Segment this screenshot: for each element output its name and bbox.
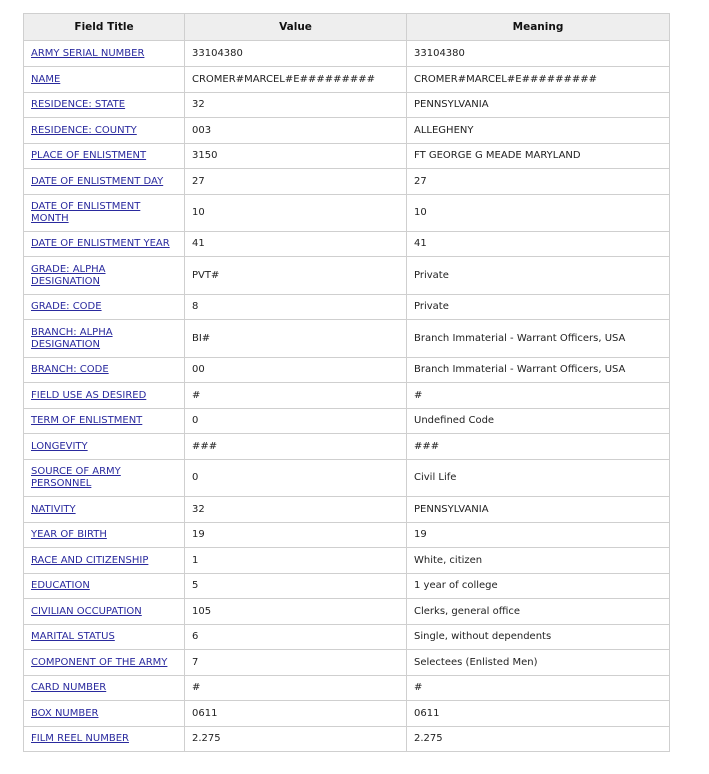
- table-row: [24, 625, 670, 650]
- field-title-cell: [24, 232, 185, 257]
- value-cell: 105: [185, 599, 407, 625]
- meaning-cell: Undefined Code: [407, 409, 670, 434]
- meaning-cell: PENNSYLVANIA: [407, 93, 670, 118]
- meaning-cell: White, citizen: [407, 548, 670, 574]
- field-title-cell: [24, 497, 185, 523]
- table-row: [24, 434, 670, 460]
- header-value: Value: [185, 14, 407, 41]
- field-title-cell: [24, 358, 185, 383]
- field-title-cell: [24, 195, 185, 232]
- table-row: [24, 523, 670, 548]
- value-cell: 7: [185, 650, 407, 676]
- table-row: [24, 320, 670, 358]
- table-row: [24, 460, 670, 497]
- value-cell: 32: [185, 93, 407, 118]
- table-row: [24, 257, 670, 295]
- field-title-cell: [24, 67, 185, 93]
- field-title-cell: [24, 41, 185, 67]
- meaning-cell: #: [407, 676, 670, 701]
- table-row: [24, 548, 670, 574]
- header-field-title: Field Title: [24, 14, 185, 41]
- field-title-cell: [24, 169, 185, 195]
- meaning-cell: Single, without dependents: [407, 625, 670, 650]
- field-title-link[interactable]: TERM OF ENLISTMENT: [31, 415, 143, 426]
- field-title-link[interactable]: ARMY SERIAL NUMBER: [31, 47, 145, 59]
- meaning-cell: 27: [407, 169, 670, 195]
- meaning-cell: CROMER#MARCEL#E#########: [407, 67, 670, 93]
- value-cell: 33104380: [185, 41, 407, 67]
- value-cell: ###: [185, 434, 407, 460]
- table-row: [24, 67, 670, 93]
- field-title-cell: [24, 523, 185, 548]
- table-row: [24, 574, 670, 599]
- field-title-link[interactable]: MARITAL STATUS: [31, 631, 115, 642]
- field-title-cell: [24, 650, 185, 676]
- field-title-cell: [24, 144, 185, 169]
- field-title-link[interactable]: NATIVITY: [31, 503, 76, 515]
- value-cell: 41: [185, 232, 407, 257]
- field-title-link[interactable]: RESIDENCE: STATE: [31, 99, 126, 110]
- table-row: [24, 383, 670, 409]
- field-title-link[interactable]: GRADE: CODE: [31, 301, 102, 312]
- table-row: [24, 169, 670, 195]
- meaning-cell: PENNSYLVANIA: [407, 497, 670, 523]
- field-title-link[interactable]: LONGEVITY: [31, 440, 88, 452]
- field-title-link[interactable]: NAME: [31, 73, 61, 85]
- field-title-link[interactable]: RESIDENCE: COUNTY: [31, 124, 137, 136]
- field-title-link[interactable]: BRANCH: ALPHA DESIGNATION: [31, 326, 113, 350]
- field-title-link[interactable]: COMPONENT OF THE ARMY: [31, 656, 168, 668]
- table-row: [24, 701, 670, 727]
- table-row: [24, 497, 670, 523]
- field-title-link[interactable]: DATE OF ENLISTMENT MONTH: [31, 201, 141, 224]
- value-cell: 00: [185, 358, 407, 383]
- field-title-cell: [24, 383, 185, 409]
- table-row: [24, 295, 670, 320]
- meaning-cell: Private: [407, 295, 670, 320]
- meaning-cell: FT GEORGE G MEADE MARYLAND: [407, 144, 670, 169]
- meaning-cell: 2.275: [407, 727, 670, 752]
- meaning-cell: ALLEGHENY: [407, 118, 670, 144]
- value-cell: 6: [185, 625, 407, 650]
- value-cell: 10: [185, 195, 407, 232]
- meaning-cell: Civil Life: [407, 460, 670, 497]
- table-row: [24, 599, 670, 625]
- meaning-cell: Private: [407, 257, 670, 295]
- header-meaning: Meaning: [407, 14, 670, 41]
- value-cell: #: [185, 383, 407, 409]
- meaning-cell: 41: [407, 232, 670, 257]
- meaning-cell: Branch Immaterial - Warrant Officers, USA: [407, 358, 670, 383]
- field-title-link[interactable]: BRANCH: CODE: [31, 364, 109, 375]
- meaning-cell: #: [407, 383, 670, 409]
- field-title-cell: [24, 409, 185, 434]
- field-title-cell: [24, 574, 185, 599]
- value-cell: CROMER#MARCEL#E#########: [185, 67, 407, 93]
- value-cell: 003: [185, 118, 407, 144]
- value-cell: 5: [185, 574, 407, 599]
- value-cell: 2.275: [185, 727, 407, 752]
- field-title-cell: [24, 257, 185, 295]
- value-cell: 27: [185, 169, 407, 195]
- value-cell: #: [185, 676, 407, 701]
- table-body: [24, 41, 670, 752]
- field-title-link[interactable]: BOX NUMBER: [31, 707, 99, 719]
- table-row: [24, 195, 670, 232]
- field-title-link[interactable]: FIELD USE AS DESIRED: [31, 389, 147, 401]
- record-table: [23, 13, 670, 752]
- record-table-container: [23, 13, 669, 752]
- meaning-cell: 33104380: [407, 41, 670, 67]
- value-cell: 0: [185, 460, 407, 497]
- field-title-link[interactable]: PLACE OF ENLISTMENT: [31, 150, 147, 161]
- meaning-cell: 10: [407, 195, 670, 232]
- value-cell: 0611: [185, 701, 407, 727]
- field-title-link[interactable]: FILM REEL NUMBER: [31, 733, 129, 744]
- meaning-cell: 19: [407, 523, 670, 548]
- field-title-cell: [24, 701, 185, 727]
- table-row: [24, 409, 670, 434]
- field-title-link[interactable]: YEAR OF BIRTH: [31, 529, 107, 540]
- field-title-link[interactable]: DATE OF ENLISTMENT DAY: [31, 175, 164, 187]
- table-header-row: [24, 14, 670, 41]
- field-title-link[interactable]: RACE AND CITIZENSHIP: [31, 554, 149, 566]
- field-title-link[interactable]: DATE OF ENLISTMENT YEAR: [31, 238, 170, 249]
- meaning-cell: 1 year of college: [407, 574, 670, 599]
- meaning-cell: 0611: [407, 701, 670, 727]
- value-cell: BI#: [185, 320, 407, 358]
- table-row: [24, 118, 670, 144]
- meaning-cell: ###: [407, 434, 670, 460]
- value-cell: 0: [185, 409, 407, 434]
- field-title-link[interactable]: CARD NUMBER: [31, 682, 107, 693]
- field-title-cell: [24, 548, 185, 574]
- value-cell: 32: [185, 497, 407, 523]
- field-title-cell: [24, 676, 185, 701]
- field-title-link[interactable]: CIVILIAN OCCUPATION: [31, 605, 142, 617]
- table-row: [24, 650, 670, 676]
- field-title-link[interactable]: SOURCE OF ARMY PERSONNEL: [31, 466, 121, 489]
- meaning-cell: Clerks, general office: [407, 599, 670, 625]
- value-cell: PVT#: [185, 257, 407, 295]
- field-title-link[interactable]: GRADE: ALPHA DESIGNATION: [31, 263, 106, 287]
- field-title-cell: [24, 599, 185, 625]
- field-title-cell: [24, 625, 185, 650]
- table-row: [24, 358, 670, 383]
- field-title-cell: [24, 93, 185, 118]
- table-row: [24, 232, 670, 257]
- table-row: [24, 41, 670, 67]
- table-row: [24, 93, 670, 118]
- field-title-cell: [24, 320, 185, 358]
- meaning-cell: Branch Immaterial - Warrant Officers, USA: [407, 320, 670, 358]
- field-title-cell: [24, 434, 185, 460]
- value-cell: 8: [185, 295, 407, 320]
- field-title-cell: [24, 727, 185, 752]
- table-row: [24, 144, 670, 169]
- table-row: [24, 676, 670, 701]
- field-title-cell: [24, 460, 185, 497]
- field-title-cell: [24, 118, 185, 144]
- meaning-cell: Selectees (Enlisted Men): [407, 650, 670, 676]
- value-cell: 19: [185, 523, 407, 548]
- field-title-cell: [24, 295, 185, 320]
- table-row: [24, 727, 670, 752]
- field-title-link[interactable]: EDUCATION: [31, 580, 90, 591]
- value-cell: 1: [185, 548, 407, 574]
- value-cell: 3150: [185, 144, 407, 169]
